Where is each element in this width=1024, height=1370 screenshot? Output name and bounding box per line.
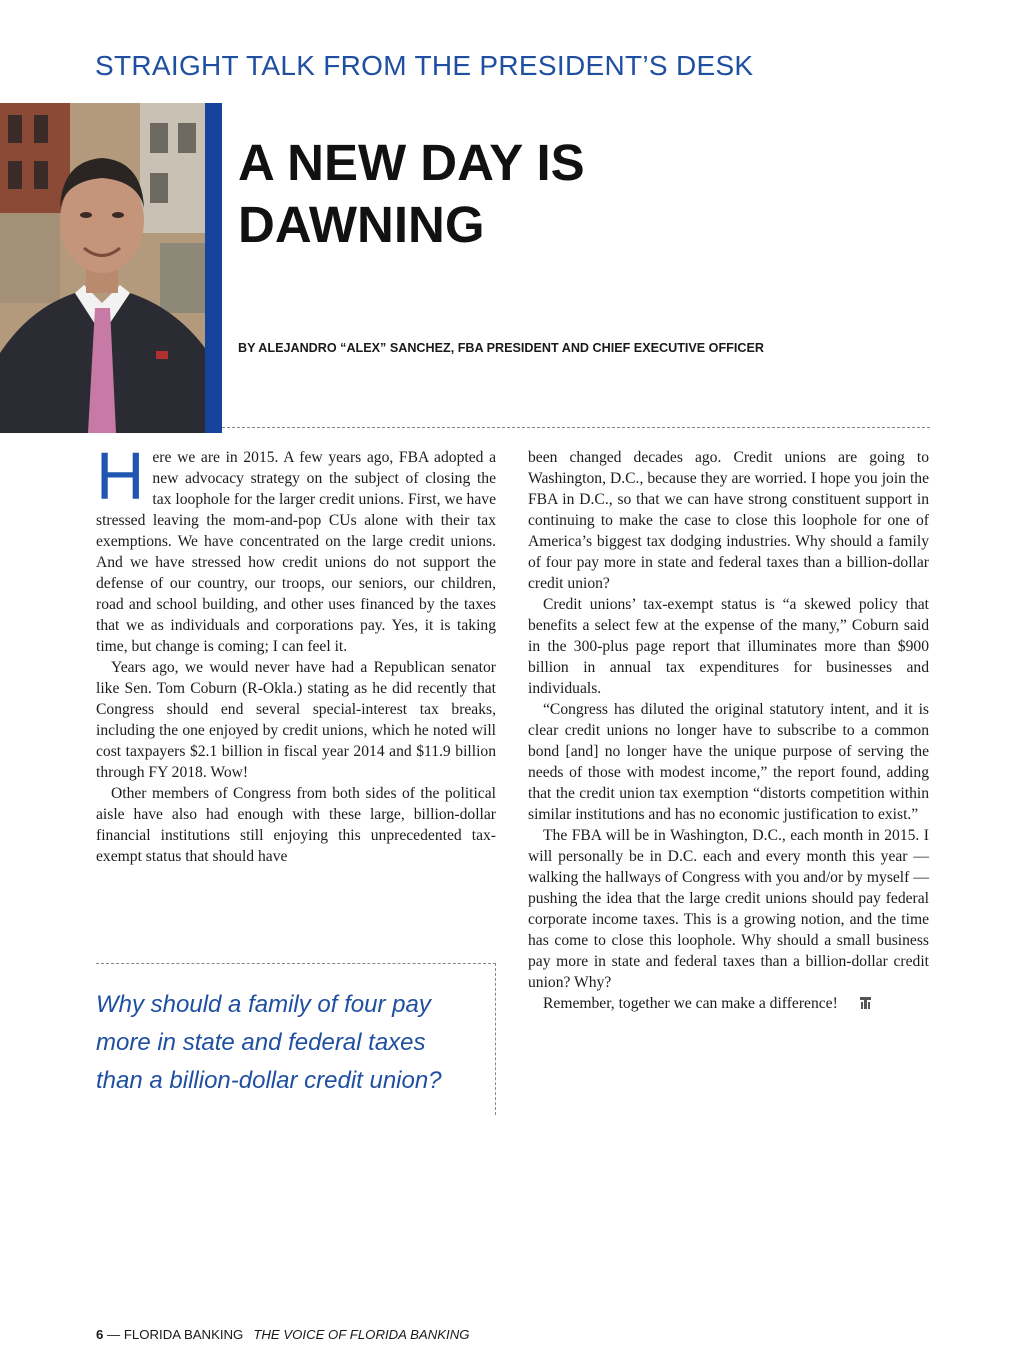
accent-bar (205, 103, 222, 433)
paragraph (528, 993, 929, 1014)
pull-quote: Why should a family of four pay more in state and federal taxes than a billion-dollar credit union? (96, 991, 442, 1094)
paragraph: Other members of Congress from both sides of the political aisle have also had enough with these large, billion-dollar financial institutions still enjoying this unprecedented tax-exempt status that should have (96, 785, 496, 865)
paragraph: been changed decades ago. Credit unions are going to Washington, D.C., because they are worried. I hope you join the FBA in D.C., so that we can have strong constituent support in continuing to make the case to close this loophole for one of America’s biggest tax dodging industries. Why should a family of four pay more in state and federal taxes than a billion-dollar credit union? (528, 449, 929, 592)
publication-tagline: THE VOICE OF FLORIDA BANKING (253, 1327, 470, 1342)
article-column-right (528, 447, 929, 1014)
author-photo (0, 103, 205, 433)
pull-quote-rule (96, 963, 496, 964)
pull-quote-rule-vertical (495, 963, 496, 1115)
page-footer (96, 1327, 469, 1342)
paragraph: Credit unions’ tax-exempt status is “a skewed policy that benefits a select few at the expense of the many,” Coburn said in the 300-plus page report that illuminates more than $900 billion in annual tax expenditures for businesses and individuals. (528, 596, 929, 697)
paragraph-text: ere we are in 2015. A few years ago, FBA adopted a new advocacy strategy on the subject of closing the tax loophole for the larger credit unions. First, we have stressed leaving the mom-and-pop CUs alone with their tax exemptions. We have concentrated on the large credit unions. And we have stressed how credit unions do not support the defense of our country, our troops, our seniors, our children, road and school building, and other uses financed by the taxes that we as individuals and corporations pay. Yes, it is taking time, but change is coming; I can feel it. (96, 449, 496, 655)
article-column-left (96, 439, 496, 867)
section-title: STRAIGHT TALK FROM THE PRESIDENT’S DESK (95, 50, 754, 81)
paragraph: Years ago, we would never have had a Republican senator like Sen. Tom Coburn (R-Okla.) stating as he did recently that Congress should end several special-interest tax breaks, including the one enjoyed by credit unions, which he noted will cost taxpayers $2.1 billion in fiscal year 2014 and $11.9 billion through FY 2018. Wow! (96, 659, 496, 781)
fba-logo-icon (844, 994, 857, 1006)
drop-cap: H (96, 439, 145, 514)
divider-rule (222, 427, 930, 428)
paragraph: The FBA will be in Washington, D.C., each month in 2015. I will personally be in D.C. each and every month this year — walking the hallways of Congress with you and/or by myself — pushing the idea that the large credit unions should pay federal corporate income taxes. This is a growing notion, and the time has come to close this loophole. Why should a small business pay more in state and federal taxes than a billion-dollar credit union? Why? (528, 827, 929, 991)
paragraph (96, 439, 496, 657)
page-number: 6 (96, 1327, 104, 1342)
paragraph: “Congress has diluted the original statutory intent, and it is clear credit unions no longer have to subscribe to a common bond [and] no longer have the unique purpose of serving the needs of those with modest income,” the report found, adding that the credit union tax exemption “distorts competition within similar institutions and has no economic justification to exist.” (528, 701, 929, 823)
byline: BY ALEJANDRO “ALEX” SANCHEZ, FBA PRESIDENT AND CHIEF EXECUTIVE OFFICER (238, 341, 764, 355)
closing-line: Remember, together we can make a difference! (543, 995, 838, 1012)
headline: A NEW DAY IS DAWNING (238, 134, 585, 253)
publication-name: — FLORIDA BANKING (103, 1327, 244, 1342)
